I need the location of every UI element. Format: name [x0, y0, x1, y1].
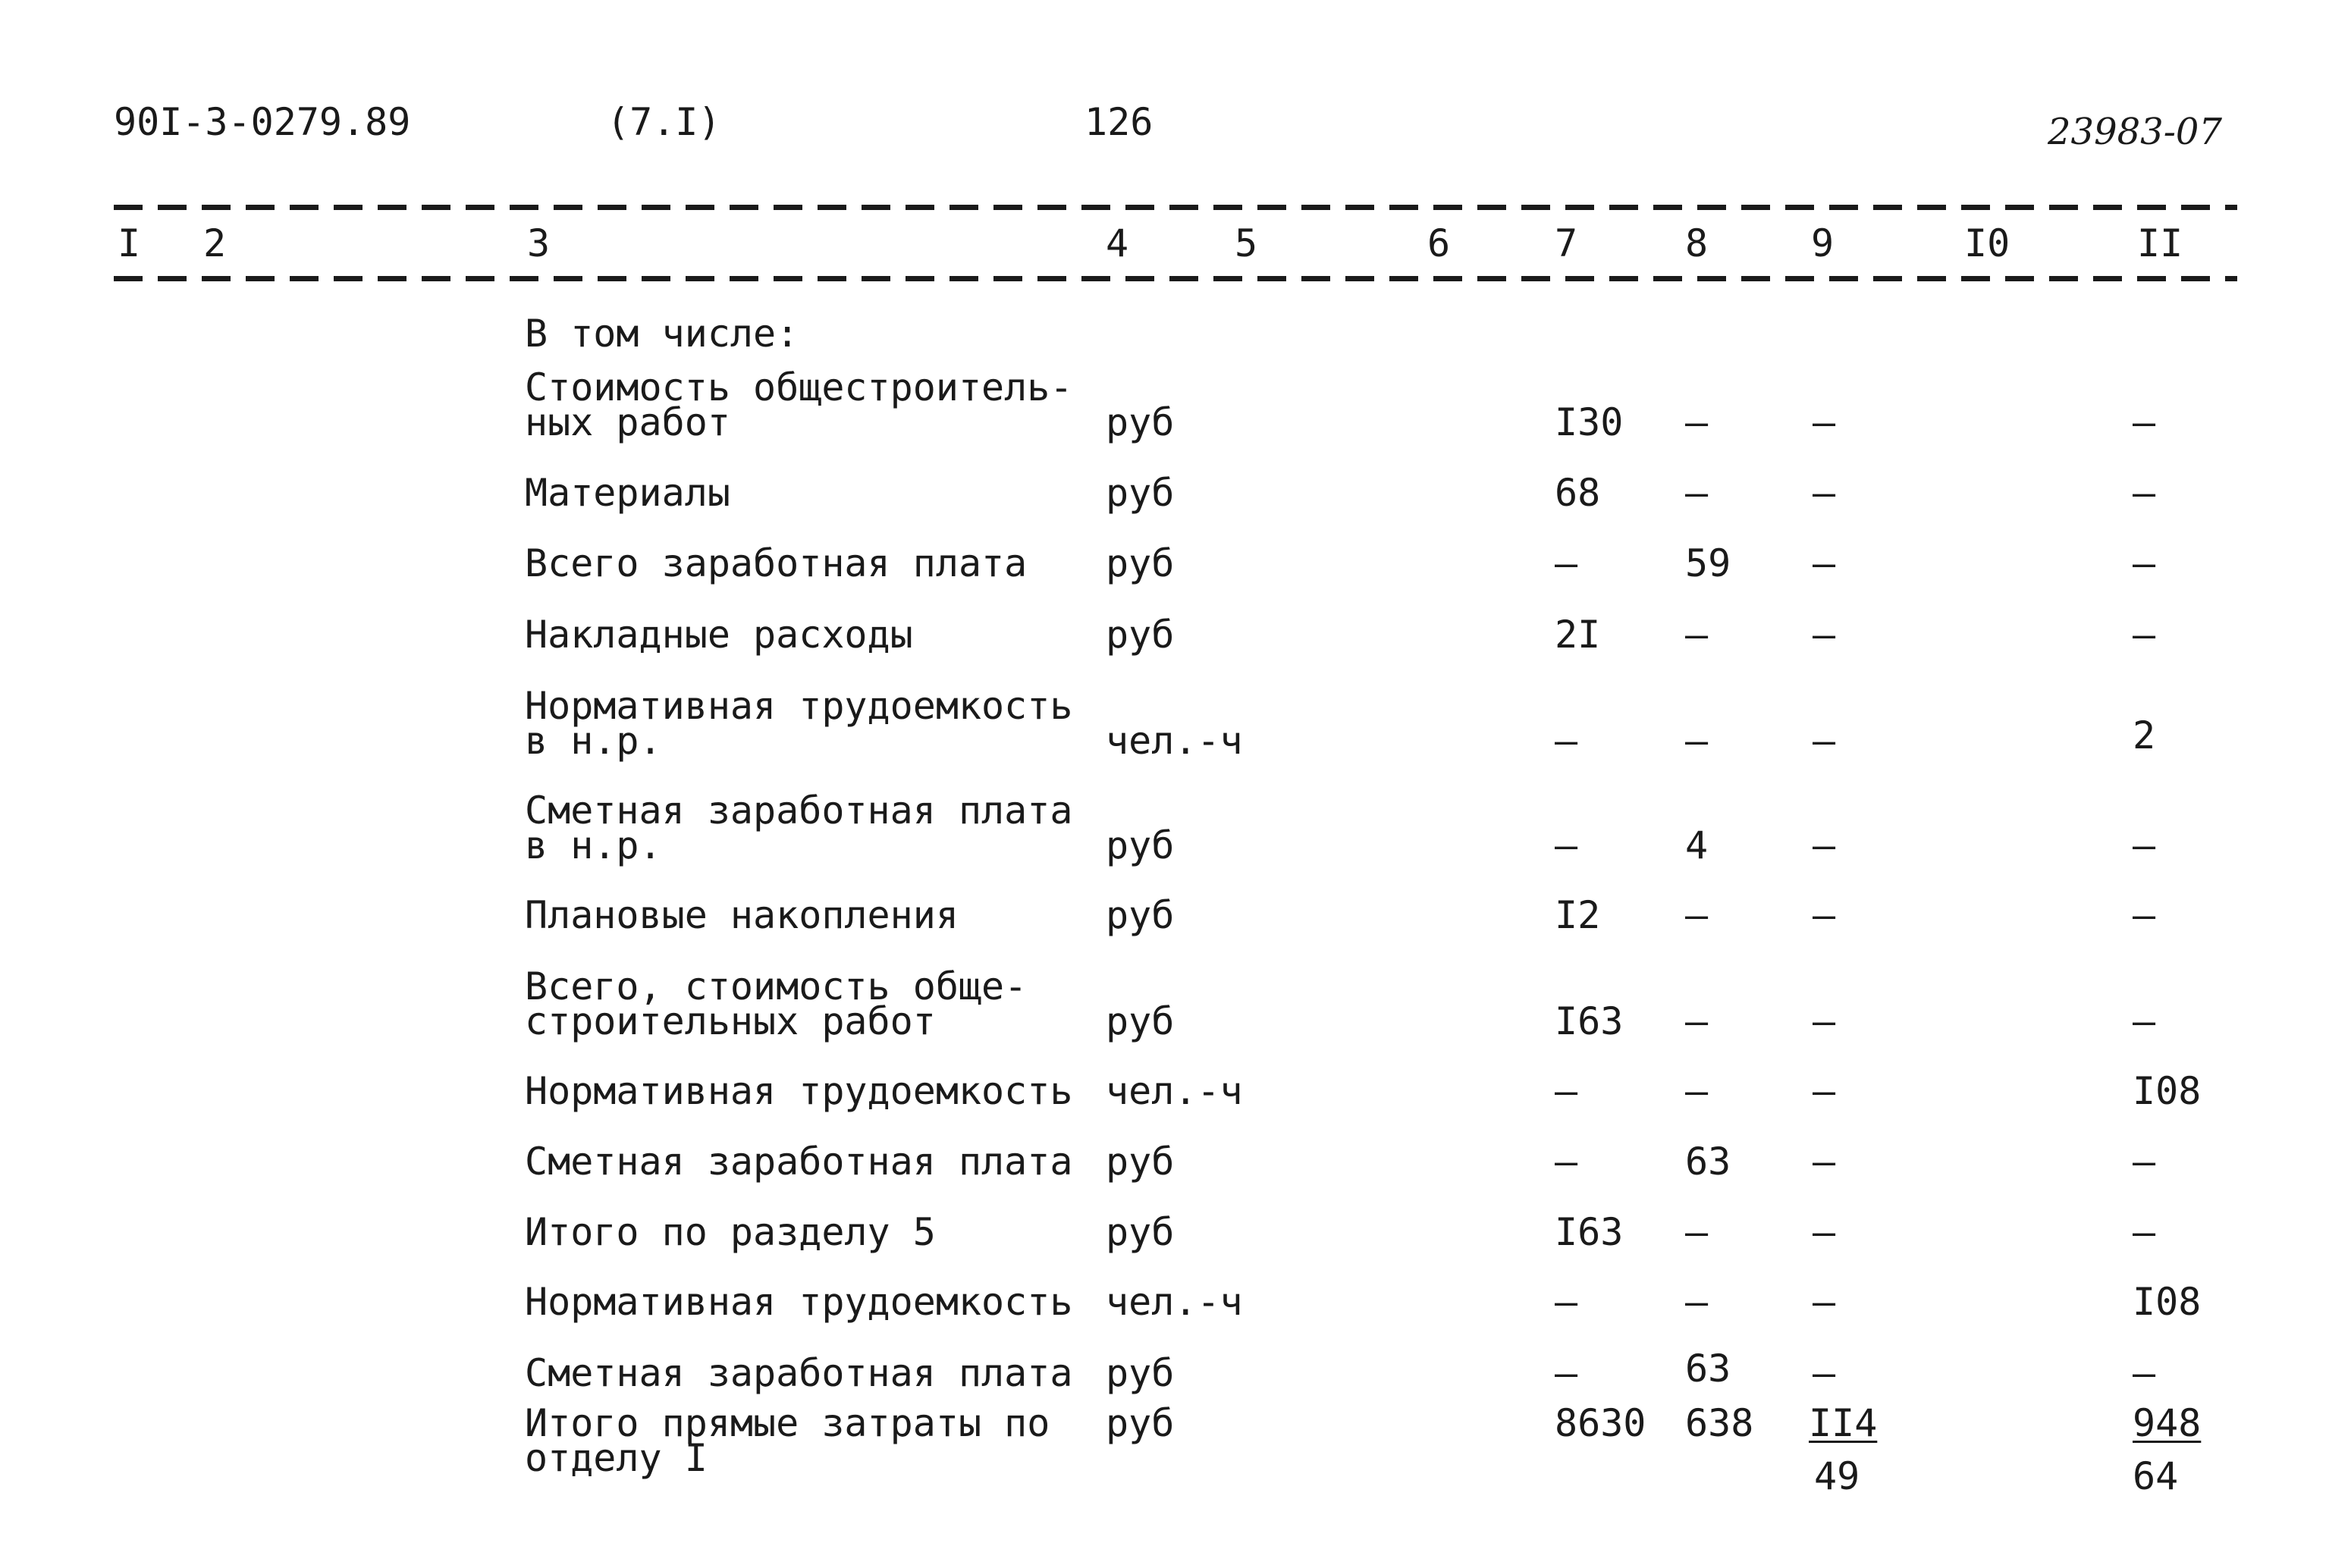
row-col8: –: [1685, 1069, 1709, 1113]
row-unit: руб: [1106, 1351, 1175, 1395]
col-number-9: 9: [1811, 221, 1835, 265]
row-name-line: ных работ: [525, 400, 730, 444]
row-col7: 68: [1555, 471, 1601, 515]
row-name-line: Итого прямые затраты по: [525, 1401, 1050, 1445]
row-unit: руб: [1106, 999, 1175, 1043]
row-col7: –: [1555, 1280, 1578, 1324]
row-col9: –: [1813, 1351, 1836, 1395]
row-col11: I08: [2133, 1069, 2202, 1113]
row-col11: –: [2133, 1351, 2156, 1395]
row-col9: –: [1813, 1069, 1836, 1113]
row-unit: руб: [1106, 471, 1175, 515]
row-col7: –: [1555, 1069, 1578, 1113]
row-col7: 2I: [1555, 613, 1601, 657]
row-col9: –: [1813, 1140, 1836, 1184]
row-unit: руб: [1106, 400, 1175, 444]
row-unit: руб: [1106, 1140, 1175, 1184]
row-col7: I2: [1555, 893, 1601, 937]
intro-label: В том числе:: [525, 312, 799, 356]
row-col9: –: [1813, 471, 1836, 515]
row-col9: –: [1813, 999, 1836, 1043]
row-name-line: Плановые накопления: [525, 893, 959, 937]
row-col9: –: [1813, 541, 1836, 585]
row-name-line: Нормативная трудоемкость: [525, 1069, 1073, 1113]
row-unit: чел.-ч: [1106, 1069, 1243, 1113]
row-col11: –: [2133, 613, 2156, 657]
row-name-line: Сметная заработная плата: [525, 1351, 1073, 1395]
row-col11-sub: 64: [2133, 1454, 2179, 1498]
row-col8: 59: [1685, 541, 1731, 585]
row-name-line: Нормативная трудоемкость: [525, 1280, 1073, 1324]
row-col11: –: [2133, 400, 2156, 444]
row-col7: –: [1555, 823, 1578, 867]
row-col11: –: [2133, 893, 2156, 937]
row-col7: –: [1555, 1351, 1578, 1395]
row-unit: чел.-ч: [1106, 1280, 1243, 1324]
row-col8: 63: [1685, 1140, 1731, 1184]
header-top-rule: [114, 205, 2237, 210]
row-unit: руб: [1106, 1401, 1175, 1445]
row-unit: руб: [1106, 613, 1175, 657]
row-unit: руб: [1106, 1210, 1175, 1254]
row-col8: –: [1685, 893, 1709, 937]
row-name-line: Сметная заработная плата: [525, 1140, 1073, 1184]
row-col11: –: [2133, 541, 2156, 585]
col-number-3: 3: [527, 221, 551, 265]
col-number-11: II: [2137, 221, 2183, 265]
col-number-7: 7: [1555, 221, 1578, 265]
col-number-1: I: [118, 221, 141, 265]
row-col9: II4: [1809, 1401, 1878, 1445]
row-col7: –: [1555, 719, 1578, 763]
row-col8: –: [1685, 400, 1709, 444]
row-col8: –: [1685, 613, 1709, 657]
row-col7: I63: [1555, 1210, 1624, 1254]
row-name-line: в н.р.: [525, 823, 662, 867]
archive-stamp-number: 23983-07: [2048, 111, 2222, 153]
row-col9: –: [1813, 823, 1836, 867]
row-col11: 2: [2133, 713, 2156, 757]
row-unit: чел.-ч: [1106, 719, 1243, 763]
row-col11: I08: [2133, 1280, 2202, 1324]
row-col9-sub: 49: [1814, 1454, 1860, 1498]
row-col8: 4: [1685, 823, 1709, 867]
row-name-line: Нормативная трудоемкость: [525, 684, 1073, 728]
row-unit: руб: [1106, 541, 1175, 585]
row-col11: –: [2133, 1210, 2156, 1254]
row-col9: –: [1813, 1280, 1836, 1324]
row-name-line: Стоимость общестроитель-: [525, 365, 1073, 409]
col-number-6: 6: [1427, 221, 1451, 265]
row-col8: –: [1685, 471, 1709, 515]
row-name-line: Материалы: [525, 471, 730, 515]
row-col9: –: [1813, 400, 1836, 444]
row-col8: –: [1685, 1280, 1709, 1324]
row-col11: 948: [2133, 1401, 2202, 1445]
row-col11: –: [2133, 1140, 2156, 1184]
row-col11: –: [2133, 823, 2156, 867]
col-number-5: 5: [1235, 221, 1258, 265]
row-name-line: Всего, стоимость обще-: [525, 964, 1028, 1008]
row-col11: –: [2133, 471, 2156, 515]
col-number-2: 2: [203, 221, 227, 265]
row-col11: –: [2133, 999, 2156, 1043]
row-unit: руб: [1106, 893, 1175, 937]
row-col8: –: [1685, 1210, 1709, 1254]
row-name-line: Сметная заработная плата: [525, 789, 1073, 833]
row-col7: I63: [1555, 999, 1624, 1043]
row-col8: 63: [1685, 1347, 1731, 1391]
col-number-4: 4: [1106, 221, 1129, 265]
row-col9: –: [1813, 613, 1836, 657]
row-col7: 8630: [1555, 1401, 1646, 1445]
header-bottom-rule: [114, 276, 2237, 281]
row-col9: –: [1813, 893, 1836, 937]
row-name-line: отделу I: [525, 1436, 708, 1480]
row-col8: –: [1685, 719, 1709, 763]
row-name-line: Всего заработная плата: [525, 541, 1028, 585]
row-col9: –: [1813, 1210, 1836, 1254]
col-number-8: 8: [1685, 221, 1709, 265]
row-col7: –: [1555, 541, 1578, 585]
row-unit: руб: [1106, 823, 1175, 867]
document-code: 90I-3-0279.89: [114, 100, 411, 144]
section-number: (7.I): [607, 100, 721, 144]
row-col7: –: [1555, 1140, 1578, 1184]
page-number: 126: [1084, 100, 1154, 144]
row-name-line: в н.р.: [525, 719, 662, 763]
row-col7: I30: [1555, 400, 1624, 444]
row-col8: –: [1685, 999, 1709, 1043]
row-name-line: строительных работ: [525, 999, 936, 1043]
col-number-10: I0: [1964, 221, 2010, 265]
row-name-line: Накладные расходы: [525, 613, 913, 657]
row-col9: –: [1813, 719, 1836, 763]
row-col8: 638: [1685, 1401, 1754, 1445]
row-name-line: Итого по разделу 5: [525, 1210, 936, 1254]
